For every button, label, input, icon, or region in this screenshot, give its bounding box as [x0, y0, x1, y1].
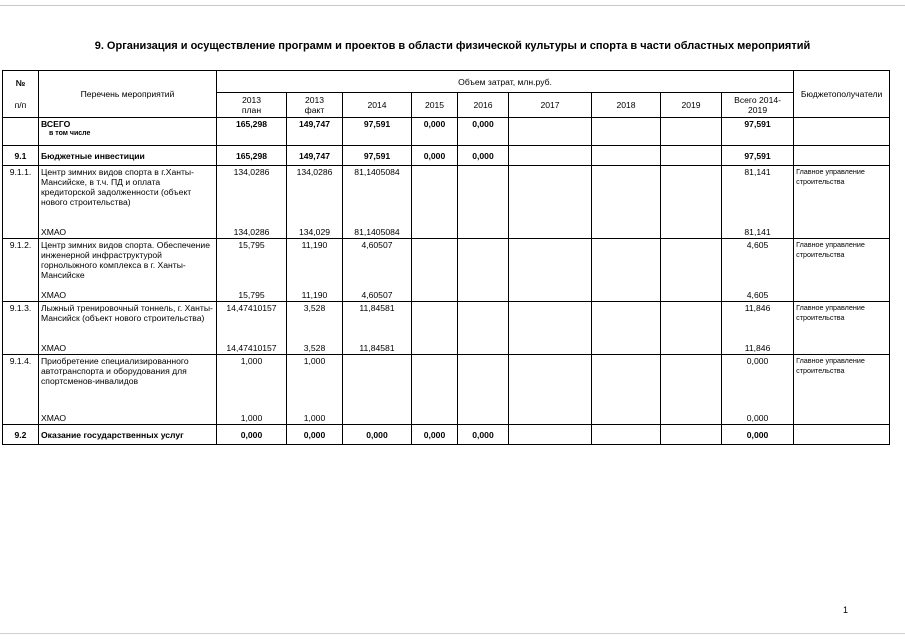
section-investments-row-value: 0,000: [458, 146, 509, 166]
section-services-row-num: 9.2: [3, 425, 39, 445]
item-value-cell: [287, 166, 343, 239]
item-sub-value: 134,0286: [233, 227, 270, 237]
item-value-cell: [458, 355, 509, 425]
item-value: 11,190: [301, 240, 328, 250]
item-value-cell: [592, 355, 661, 425]
header-year: 2013 план: [217, 93, 287, 118]
item-value: 14,47410157: [226, 303, 277, 313]
item-value: 11,846: [744, 303, 771, 313]
total-value: [509, 118, 592, 146]
total-row: [3, 118, 890, 146]
section-investments-row-recipient: [794, 146, 890, 166]
item-value-cell: [412, 355, 458, 425]
item-sub-value: 134,029: [298, 227, 331, 237]
total-sub-label: в том числе: [49, 130, 91, 137]
item-name-cell: [39, 355, 217, 425]
item-recipient: Главное управление строительства: [794, 355, 890, 425]
section-investments-row: [3, 146, 890, 166]
section-services-row-value: 0,000: [287, 425, 343, 445]
page-number: 1: [843, 605, 849, 615]
item-num: 9.1.3.: [3, 302, 39, 355]
item-value: 15,795: [238, 240, 265, 250]
item-sub-value: 4,60507: [361, 290, 393, 300]
item-sub-value: 11,190: [301, 290, 328, 300]
header-volume: Объем затрат, млн.руб.: [217, 71, 794, 93]
item-value-cell: [412, 166, 458, 239]
item-sub-value: 0,000: [746, 413, 769, 423]
item-value-cell: [217, 355, 287, 425]
header-year: 2015: [412, 93, 458, 118]
item-value: 3,528: [303, 303, 326, 313]
total-value: 0,000: [458, 118, 509, 146]
total-value: 149,747: [287, 118, 343, 146]
item-sub-value: 3,528: [303, 343, 326, 353]
item-sub-value: 1,000: [240, 413, 263, 423]
section-investments-row-num: 9.1: [3, 146, 39, 166]
header-year: 2016: [458, 93, 509, 118]
item-value-cell: [287, 239, 343, 302]
item-value-cell: [661, 239, 722, 302]
item-value: 11,84581: [359, 303, 395, 313]
item-sub-value: 1,000: [303, 413, 326, 423]
total-value: [661, 118, 722, 146]
item-name-cell: [39, 239, 217, 302]
item-value-cell: [661, 355, 722, 425]
section-investments-row-name: Бюджетные инвестиции: [39, 146, 217, 166]
section-investments-row-value: 97,591: [722, 146, 794, 166]
item-sub-value: 4,605: [746, 290, 769, 300]
header-num-top: №: [15, 78, 26, 88]
header-num: [3, 71, 39, 118]
item-value-cell: [217, 166, 287, 239]
header-name: Перечень мероприятий: [39, 71, 217, 118]
header-year: 2017: [509, 93, 592, 118]
item-num: 9.1.2.: [3, 239, 39, 302]
section-services-row-value: [661, 425, 722, 445]
item-sub-value: 81,1405084: [354, 227, 400, 237]
section-investments-row-value: 97,591: [343, 146, 412, 166]
item-value-cell: [343, 302, 412, 355]
item-value: 1,000: [303, 356, 326, 366]
item-sub-value: 14,47410157: [226, 343, 277, 353]
item-sub-name: ХМАО: [41, 343, 67, 353]
header-recipient: Бюджетополучатели: [794, 71, 890, 118]
item-row: [3, 166, 890, 239]
item-value: 4,605: [746, 240, 769, 250]
item-row: [3, 355, 890, 425]
item-value-cell: [287, 355, 343, 425]
section-services-row-value: 0,000: [458, 425, 509, 445]
total-value: 0,000: [412, 118, 458, 146]
item-value-cell: [661, 302, 722, 355]
item-value: 134,0286: [233, 167, 270, 177]
item-value: 81,141: [744, 167, 771, 177]
item-value: 1,000: [240, 356, 263, 366]
item-num: 9.1.1.: [3, 166, 39, 239]
section-investments-row-value: [509, 146, 592, 166]
total-name: [39, 118, 217, 146]
item-value-cell: [592, 166, 661, 239]
item-value-cell: [458, 302, 509, 355]
item-value-cell: [509, 355, 592, 425]
item-value: 81,1405084: [354, 167, 400, 177]
item-row: [3, 302, 890, 355]
item-sub-name: ХМАО: [41, 413, 67, 423]
section-investments-row-value: 0,000: [412, 146, 458, 166]
item-recipient: Главное управление строительства: [794, 302, 890, 355]
item-name-cell: [39, 302, 217, 355]
section-services-row-value: 0,000: [412, 425, 458, 445]
item-sub-name: ХМАО: [41, 227, 67, 237]
item-value-cell: [287, 302, 343, 355]
item-sub-value: 11,846: [744, 343, 771, 353]
item-sub-name: ХМАО: [41, 290, 67, 300]
item-row: [3, 239, 890, 302]
bottom-rule: [0, 633, 905, 634]
section-investments-row-value: [661, 146, 722, 166]
item-value-cell: [217, 302, 287, 355]
section-services-row: [3, 425, 890, 445]
item-value-cell: [412, 302, 458, 355]
header-year: 2014: [343, 93, 412, 118]
item-name: Центр зимних видов спорта в г.Ханты-Мансийске, в т.ч. ПД и оплата кредиторской задолженности (объект нового строительства): [41, 167, 194, 207]
total-value: 97,591: [343, 118, 412, 146]
header-year: 2013 факт: [287, 93, 343, 118]
item-value-cell: [722, 302, 794, 355]
document-title: 9. Организация и осуществление программ и проектов в области физической культуры и спорта в части областных мероприятий: [94, 40, 811, 52]
total-value: [592, 118, 661, 146]
item-name: Центр зимних видов спорта. Обеспечение инженерной инфраструктурой горнолыжного комплекса в г. Ханты-Мансийске: [41, 240, 211, 280]
item-value-cell: [661, 166, 722, 239]
item-value-cell: [722, 239, 794, 302]
item-num: 9.1.4.: [3, 355, 39, 425]
item-value-cell: [412, 239, 458, 302]
item-sub-value: 15,795: [238, 290, 265, 300]
section-investments-row-value: 165,298: [217, 146, 287, 166]
item-sub-value: 81,141: [744, 227, 771, 237]
header-year: Всего 2014- 2019: [722, 93, 794, 118]
item-value-cell: [592, 239, 661, 302]
section-services-row-value: [592, 425, 661, 445]
total-num: [3, 118, 39, 146]
item-value: 4,60507: [361, 240, 393, 250]
item-value-cell: [343, 239, 412, 302]
item-name: Лыжный тренировочный тоннель, г. Ханты-Мансийск (объект нового строительства): [41, 303, 213, 323]
header-year: 2018: [592, 93, 661, 118]
header-num-bottom: п/п: [14, 100, 27, 110]
item-value-cell: [592, 302, 661, 355]
item-name: Приобретение специализированного автотранспорта и оборудования для спортсменов-инвалидов: [41, 356, 189, 386]
header-year: 2019: [661, 93, 722, 118]
item-value-cell: [722, 166, 794, 239]
total-value: 165,298: [217, 118, 287, 146]
section-services-row-value: 0,000: [217, 425, 287, 445]
section-services-row-name: Оказание государственных услуг: [39, 425, 217, 445]
item-value-cell: [722, 355, 794, 425]
item-name-cell: [39, 166, 217, 239]
item-value-cell: [343, 166, 412, 239]
item-value-cell: [509, 166, 592, 239]
section-investments-row-value: [592, 146, 661, 166]
section-services-row-value: 0,000: [722, 425, 794, 445]
item-value-cell: [458, 166, 509, 239]
item-value: 134,0286: [296, 167, 333, 177]
section-services-row-recipient: [794, 425, 890, 445]
item-value-cell: [509, 239, 592, 302]
item-value-cell: [217, 239, 287, 302]
item-value: 0,000: [746, 356, 769, 366]
item-value-cell: [343, 355, 412, 425]
section-services-row-value: [509, 425, 592, 445]
item-value-cell: [458, 239, 509, 302]
item-recipient: Главное управление строительства: [794, 166, 890, 239]
item-recipient: Главное управление строительства: [794, 239, 890, 302]
expenditure-table: [2, 70, 890, 445]
section-investments-row-value: 149,747: [287, 146, 343, 166]
total-value: 97,591: [722, 118, 794, 146]
total-recipient: [794, 118, 890, 146]
item-sub-value: 11,84581: [359, 343, 395, 353]
total-label: ВСЕГО: [41, 119, 71, 129]
item-value-cell: [509, 302, 592, 355]
top-rule: [0, 5, 905, 6]
section-services-row-value: 0,000: [343, 425, 412, 445]
